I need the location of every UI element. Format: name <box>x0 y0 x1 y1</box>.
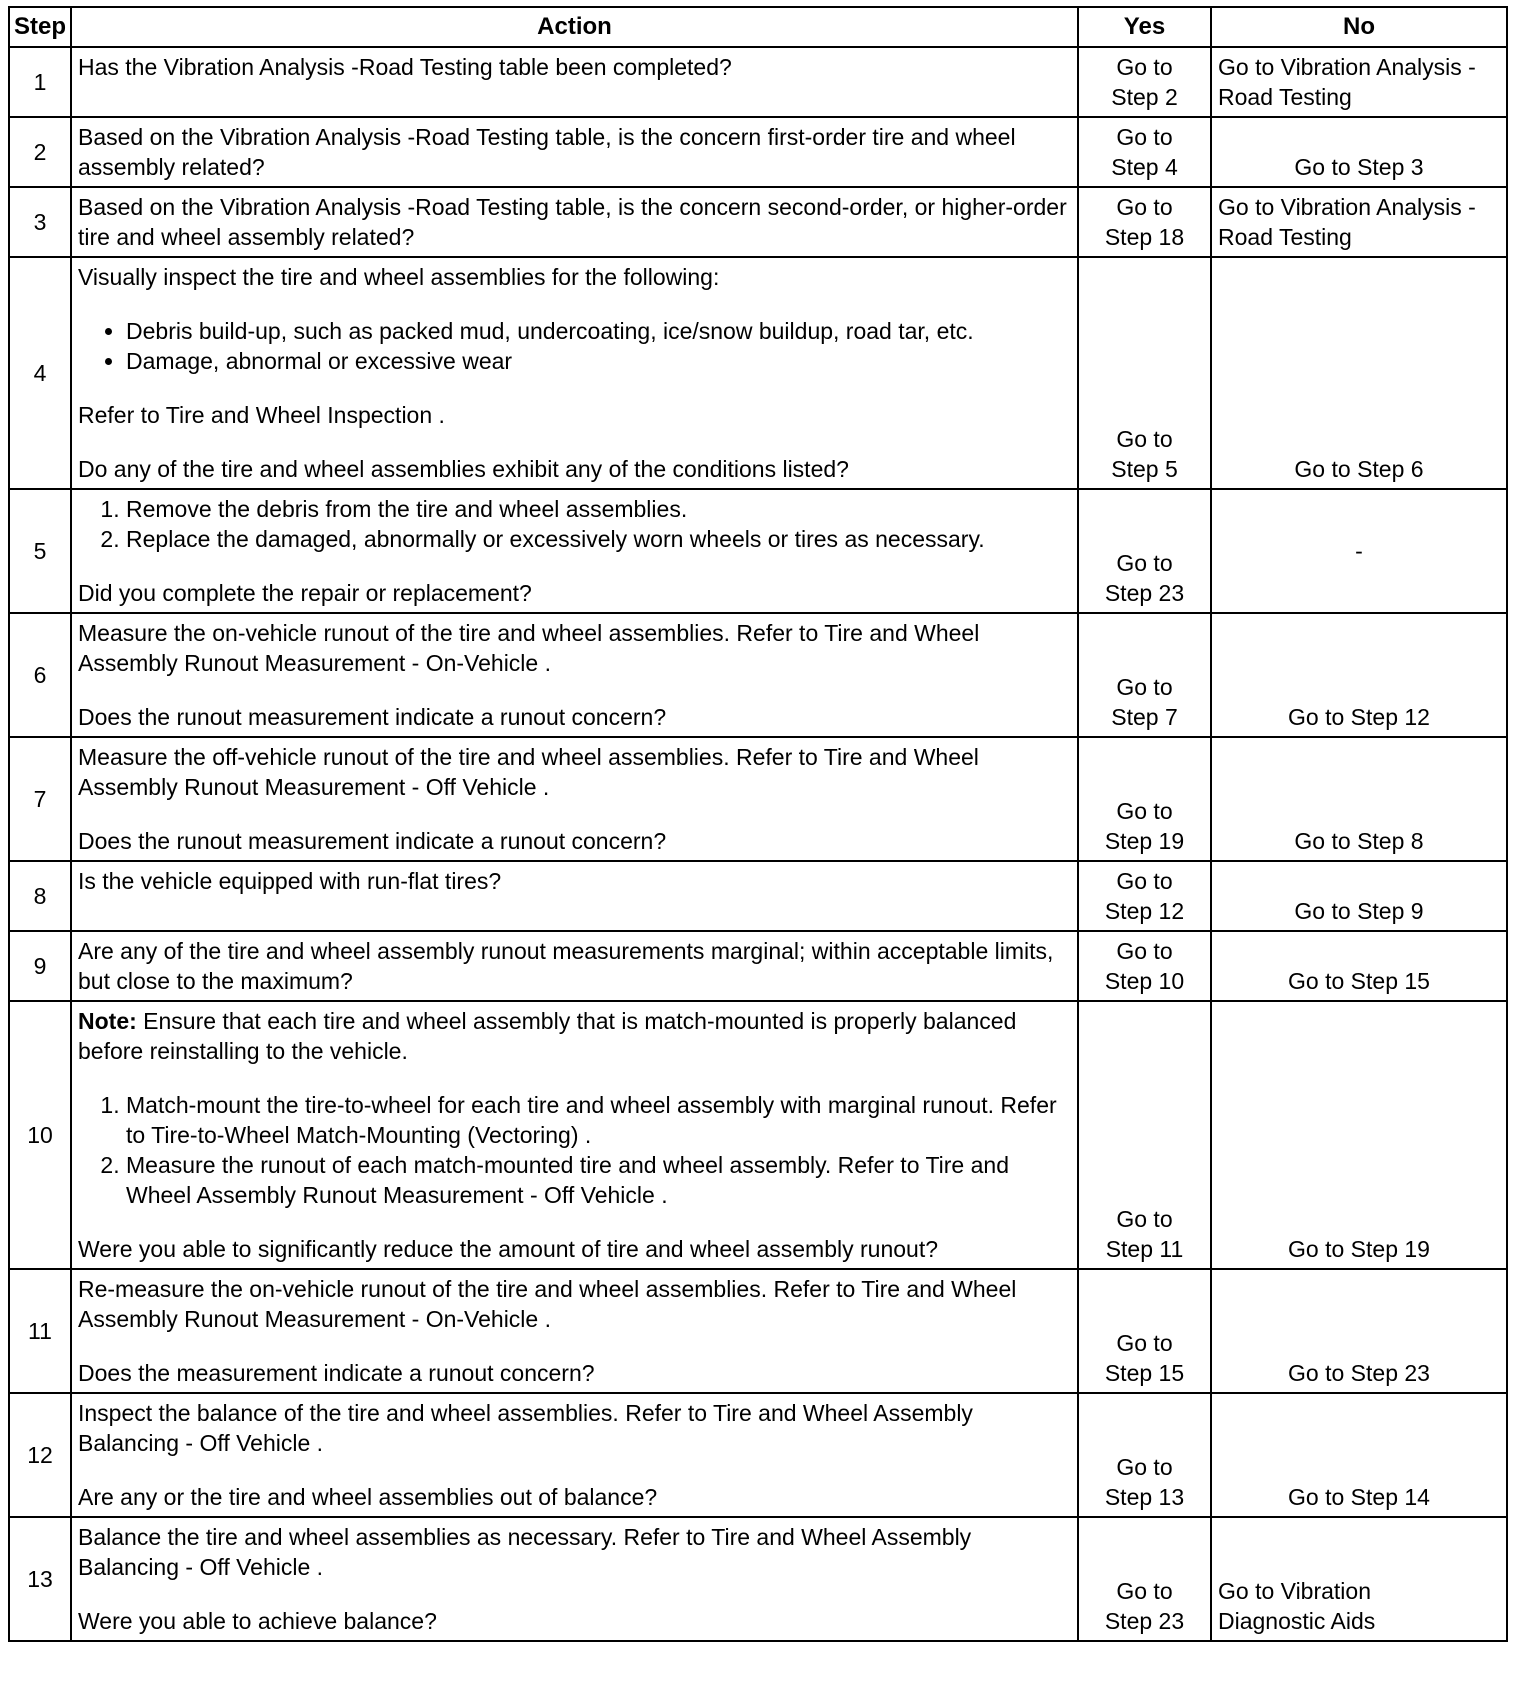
action-cell <box>71 47 1078 117</box>
action-cell <box>71 187 1078 257</box>
yes-cell <box>1078 861 1211 931</box>
action-intro: Balance the tire and wheel assemblies as necessary. Refer to Tire and Wheel Assembly Balancing - Off Vehicle . <box>78 1524 972 1580</box>
diagnostic-table <box>8 6 1508 1642</box>
action-note <box>78 1006 1071 1066</box>
no-line-2: Road Testing <box>1218 224 1352 250</box>
table-row <box>9 117 1507 187</box>
yes-cell <box>1078 187 1211 257</box>
no-cell <box>1211 1517 1507 1641</box>
step-number: 2 <box>9 117 71 187</box>
step-number: 4 <box>9 257 71 489</box>
yes-line-2: Step 7 <box>1111 704 1178 730</box>
no-cell: Go to Step 19 <box>1211 1001 1507 1269</box>
list-item: 1. Match-mount the tire-to-wheel for each tire and wheel assembly with marginal runout. Refer to Tire-to-Wheel Match-Mounting (Vectoring) . <box>126 1090 1071 1150</box>
yes-line-1: Go to <box>1116 550 1173 576</box>
action-cell <box>71 117 1078 187</box>
step-number: 9 <box>9 931 71 1001</box>
action-cell <box>71 1001 1078 1269</box>
no-cell: Go to Step 23 <box>1211 1269 1507 1393</box>
header-no: No <box>1211 7 1507 47</box>
step-number: 1 <box>9 47 71 117</box>
list-item: 1. Remove the debris from the tire and wheel assemblies. <box>126 494 1071 524</box>
no-line-1: Go to Vibration Analysis - <box>1218 54 1476 80</box>
yes-cell <box>1078 117 1211 187</box>
action-cell <box>71 861 1078 931</box>
note-text: Ensure that each tire and wheel assembly that is match-mounted is properly balanced before reinstalling to the vehicle. <box>78 1008 1017 1064</box>
yes-line-1: Go to <box>1116 124 1173 150</box>
action-question: Do any of the tire and wheel assemblies exhibit any of the conditions listed? <box>78 456 849 482</box>
step-number: 11 <box>9 1269 71 1393</box>
yes-cell <box>1078 613 1211 737</box>
yes-cell <box>1078 489 1211 613</box>
yes-line-2: Step 12 <box>1104 898 1185 924</box>
yes-cell <box>1078 257 1211 489</box>
yes-line-2: Step 23 <box>1104 1608 1185 1634</box>
list-item: • Debris build-up, such as packed mud, undercoating, ice/snow buildup, road tar, etc. <box>126 316 1071 346</box>
yes-line-2: Step 5 <box>1111 456 1178 482</box>
table-row <box>9 1517 1507 1641</box>
action-cell <box>71 1517 1078 1641</box>
no-cell: Go to Step 12 <box>1211 613 1507 737</box>
step-number: 3 <box>9 187 71 257</box>
yes-line-1: Go to <box>1116 938 1173 964</box>
header-step: Step <box>9 7 71 47</box>
yes-line-2: Step 18 <box>1104 224 1185 250</box>
yes-line-2: Step 13 <box>1104 1484 1185 1510</box>
yes-line-1: Go to <box>1116 426 1173 452</box>
table-row <box>9 931 1507 1001</box>
yes-line-1: Go to <box>1116 798 1173 824</box>
table-row <box>9 489 1507 613</box>
no-cell: Go to Step 14 <box>1211 1393 1507 1517</box>
action-question: Were you able to significantly reduce the amount of tire and wheel assembly runout? <box>78 1236 939 1262</box>
action-cell <box>71 737 1078 861</box>
step-number: 13 <box>9 1517 71 1641</box>
action-question: Are any of the tire and wheel assembly runout measurements marginal; within acceptable limits, but close to the maximum? <box>78 938 1054 994</box>
no-cell: Go to Step 3 <box>1211 117 1507 187</box>
note-label: Note: <box>78 1008 137 1034</box>
yes-line-1: Go to <box>1116 1454 1173 1480</box>
no-line-2: Road Testing <box>1218 84 1352 110</box>
yes-line-2: Step 19 <box>1104 828 1185 854</box>
step-number: 6 <box>9 613 71 737</box>
yes-cell <box>1078 737 1211 861</box>
yes-line-1: Go to <box>1116 54 1173 80</box>
yes-line-2: Step 15 <box>1104 1360 1185 1386</box>
yes-line-1: Go to <box>1116 674 1173 700</box>
yes-line-1: Go to <box>1116 868 1173 894</box>
table-row <box>9 257 1507 489</box>
yes-line-2: Step 2 <box>1111 84 1178 110</box>
table-row <box>9 613 1507 737</box>
no-cell: Go to Step 6 <box>1211 257 1507 489</box>
yes-cell <box>1078 1393 1211 1517</box>
no-line-1: Go to Vibration <box>1218 1578 1372 1604</box>
action-cell <box>71 1269 1078 1393</box>
table-row <box>9 737 1507 861</box>
no-cell <box>1211 187 1507 257</box>
action-intro: Measure the on-vehicle runout of the tire and wheel assemblies. Refer to Tire and Wheel Assembly Runout Measurement - On-Vehicle . <box>78 620 980 676</box>
yes-line-2: Step 11 <box>1105 1236 1184 1262</box>
yes-line-2: Step 10 <box>1104 968 1185 994</box>
header-action: Action <box>71 7 1078 47</box>
yes-line-1: Go to <box>1116 1330 1173 1356</box>
yes-cell <box>1078 931 1211 1001</box>
yes-cell <box>1078 47 1211 117</box>
no-cell: Go to Step 15 <box>1211 931 1507 1001</box>
yes-cell <box>1078 1001 1211 1269</box>
table-row <box>9 1269 1507 1393</box>
table-row <box>9 861 1507 931</box>
action-question: Is the vehicle equipped with run-flat tires? <box>78 868 502 894</box>
action-cell <box>71 1393 1078 1517</box>
table-row <box>9 187 1507 257</box>
procedure-list <box>78 1090 1071 1210</box>
yes-cell <box>1078 1269 1211 1393</box>
yes-line-2: Step 23 <box>1104 580 1185 606</box>
condition-list <box>78 316 1071 376</box>
table-row <box>9 47 1507 117</box>
action-question: Does the runout measurement indicate a runout concern? <box>78 828 667 854</box>
step-number: 12 <box>9 1393 71 1517</box>
header-yes: Yes <box>1078 7 1211 47</box>
no-cell <box>1211 47 1507 117</box>
step-number: 7 <box>9 737 71 861</box>
no-line-1: Go to Vibration Analysis - <box>1218 194 1476 220</box>
action-cell <box>71 257 1078 489</box>
yes-line-1: Go to <box>1116 1206 1173 1232</box>
action-question: Does the runout measurement indicate a runout concern? <box>78 704 667 730</box>
yes-cell <box>1078 1517 1211 1641</box>
action-cell <box>71 489 1078 613</box>
action-question: Does the measurement indicate a runout concern? <box>78 1360 595 1386</box>
no-cell: Go to Step 8 <box>1211 737 1507 861</box>
action-reference: Refer to Tire and Wheel Inspection . <box>78 402 445 428</box>
table-row <box>9 1393 1507 1517</box>
action-question: Did you complete the repair or replacement? <box>78 580 532 606</box>
yes-line-2: Step 4 <box>1111 154 1178 180</box>
no-cell: - <box>1211 489 1507 613</box>
list-item: 2. Replace the damaged, abnormally or excessively worn wheels or tires as necessary. <box>126 524 1071 554</box>
action-intro: Visually inspect the tire and wheel assemblies for the following: <box>78 264 720 290</box>
step-number: 10 <box>9 1001 71 1269</box>
list-item: 2. Measure the runout of each match-mounted tire and wheel assembly. Refer to Tire and Wheel Assembly Runout Measurement - Off Vehicle . <box>126 1150 1071 1210</box>
no-line-2: Diagnostic Aids <box>1218 1608 1376 1634</box>
yes-line-1: Go to <box>1116 1578 1173 1604</box>
action-intro: Inspect the balance of the tire and wheel assemblies. Refer to Tire and Wheel Assembly Balancing - Off Vehicle . <box>78 1400 973 1456</box>
action-cell <box>71 613 1078 737</box>
action-cell <box>71 931 1078 1001</box>
action-question: Were you able to achieve balance? <box>78 1608 437 1634</box>
step-number: 8 <box>9 861 71 931</box>
list-item: • Damage, abnormal or excessive wear <box>126 346 1071 376</box>
action-intro: Measure the off-vehicle runout of the tire and wheel assemblies. Refer to Tire and Wheel Assembly Runout Measurement - Off Vehicle . <box>78 744 979 800</box>
header-row <box>9 7 1507 47</box>
step-number: 5 <box>9 489 71 613</box>
table-row <box>9 1001 1507 1269</box>
action-question: Are any or the tire and wheel assemblies out of balance? <box>78 1484 658 1510</box>
action-question: Based on the Vibration Analysis -Road Testing table, is the concern second-order, or higher-order tire and wheel assembly related? <box>78 194 1067 250</box>
yes-line-1: Go to <box>1116 194 1173 220</box>
action-question: Has the Vibration Analysis -Road Testing table been completed? <box>78 54 732 80</box>
action-question: Based on the Vibration Analysis -Road Testing table, is the concern first-order tire and wheel assembly related? <box>78 124 1016 180</box>
action-intro: Re-measure the on-vehicle runout of the tire and wheel assemblies. Refer to Tire and Wheel Assembly Runout Measurement - On-Vehicle . <box>78 1276 1017 1332</box>
no-cell: Go to Step 9 <box>1211 861 1507 931</box>
procedure-list <box>78 494 1071 554</box>
